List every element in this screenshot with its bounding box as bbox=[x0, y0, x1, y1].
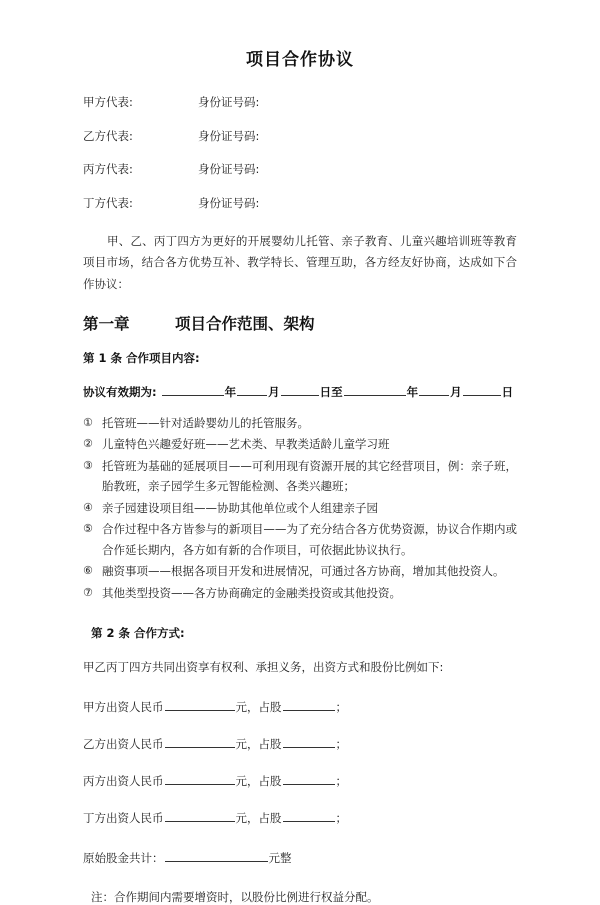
chapter-title: 项目合作范围、架构 bbox=[175, 314, 315, 333]
contribution-amount-blank[interactable] bbox=[165, 736, 235, 748]
party-representative-label: 乙方代表: bbox=[83, 128, 133, 143]
end-month-blank[interactable] bbox=[419, 384, 449, 396]
start-year-blank[interactable] bbox=[162, 384, 224, 396]
contribution-row-party-d bbox=[83, 810, 517, 826]
contribution-amount-blank[interactable] bbox=[165, 773, 235, 785]
party-id-label: 身份证号码: bbox=[198, 95, 260, 109]
total-capital-label: 原始股金共计： bbox=[83, 850, 164, 865]
contribution-row-party-c bbox=[83, 773, 517, 789]
contribution-terminator: ； bbox=[335, 699, 347, 714]
item-text: 亲子园建设项目组——协助其他单位或个人组建亲子园 bbox=[102, 500, 378, 515]
validity-period-label: 协议有效期为: bbox=[83, 384, 157, 399]
item-text: 其他类型投资——各方协商确定的金融类投资或其他投资。 bbox=[102, 585, 401, 600]
party-id-label: 身份证号码: bbox=[198, 162, 260, 176]
party-representative-label: 甲方代表: bbox=[83, 95, 133, 109]
item-marker: ⑦ bbox=[83, 585, 93, 599]
contribution-share-blank[interactable] bbox=[283, 736, 335, 748]
total-capital-row bbox=[83, 850, 517, 866]
item-marker: ③ bbox=[83, 458, 93, 472]
end-day-blank[interactable] bbox=[463, 384, 501, 396]
party-row bbox=[83, 128, 517, 143]
party-row bbox=[83, 195, 517, 210]
contribution-unit: 元，占股 bbox=[235, 736, 282, 751]
list-item bbox=[83, 413, 517, 433]
validity-period-line bbox=[83, 384, 517, 400]
contribution-label: 丙方出资人民币 bbox=[83, 773, 164, 788]
period-range-separator: 日至 bbox=[319, 384, 343, 399]
contribution-amount-blank[interactable] bbox=[165, 810, 235, 822]
party-row bbox=[83, 97, 517, 109]
list-item bbox=[83, 456, 517, 497]
start-day-blank[interactable] bbox=[281, 384, 319, 396]
contribution-unit: 元，占股 bbox=[235, 810, 282, 825]
contribution-row-party-b bbox=[83, 736, 517, 752]
start-year-unit: 年 bbox=[224, 384, 237, 399]
item-text: 融资事项——根据各项目开发和进展情况，可通过各方协商，增加其他投资人。 bbox=[102, 564, 505, 579]
contribution-row-party-a bbox=[83, 699, 517, 715]
contribution-amount-blank[interactable] bbox=[165, 699, 235, 711]
end-year-unit: 年 bbox=[406, 384, 419, 399]
list-item bbox=[83, 519, 517, 560]
contribution-label: 乙方出资人民币 bbox=[83, 736, 164, 751]
end-day-unit: 日 bbox=[501, 384, 514, 399]
chapter-heading bbox=[83, 312, 517, 334]
contribution-terminator: ； bbox=[335, 736, 347, 751]
contribution-label: 甲方出资人民币 bbox=[83, 699, 164, 714]
contribution-share-blank[interactable] bbox=[283, 810, 335, 822]
start-month-unit: 月 bbox=[268, 384, 280, 399]
contribution-label: 丁方出资人民币 bbox=[83, 810, 164, 825]
chapter-number: 第一章 bbox=[83, 314, 130, 333]
article-2-heading: 第 2 条 合作方式: bbox=[91, 626, 185, 641]
contribution-share-blank[interactable] bbox=[283, 699, 335, 711]
cooperation-items-list bbox=[83, 413, 517, 603]
item-marker: ② bbox=[83, 437, 93, 451]
item-text: 合作过程中各方皆参与的新项目——为了充分结合各方优势资源，协议合作期内或合作延长期内，各方如有新的合作项目，可依据此协议执行。 bbox=[102, 522, 517, 557]
party-representative-block bbox=[83, 97, 517, 209]
list-item bbox=[83, 583, 517, 603]
capital-increase-note: 注：合作期间内需要增资时，以股份比例进行权益分配。 bbox=[91, 889, 379, 904]
end-year-blank[interactable] bbox=[344, 384, 406, 396]
total-capital-unit: 元整 bbox=[268, 850, 292, 865]
agreement-preamble: 甲、乙、丙丁四方为更好的开展婴幼儿托管、亲子教育、儿童兴趣培训班等教育项目市场，结合各方优势互补、教学特长、管理互助，各方经友好协商，达成如下合作协议： bbox=[83, 234, 517, 291]
list-item bbox=[83, 561, 517, 581]
item-text: 儿童特色兴趣爱好班——艺术类、早教类适龄儿童学习班 bbox=[102, 437, 390, 452]
item-marker: ① bbox=[83, 415, 93, 429]
item-marker: ④ bbox=[83, 500, 93, 514]
contribution-terminator: ； bbox=[335, 810, 347, 825]
page-title: 项目合作协议 bbox=[246, 50, 354, 70]
total-capital-blank[interactable] bbox=[165, 850, 268, 862]
item-text: 托管班为基础的延展项目——可利用现有资源开展的其它经营项目，例：亲子班，胎教班，亲子园学生多元智能检测、各类兴趣班； bbox=[102, 458, 517, 494]
party-representative-label: 丙方代表: bbox=[83, 162, 133, 176]
item-marker: ⑤ bbox=[83, 522, 93, 536]
party-row bbox=[83, 164, 517, 176]
contribution-unit: 元，占股 bbox=[235, 773, 282, 788]
contribution-terminator: ； bbox=[335, 773, 347, 788]
contribution-share-blank[interactable] bbox=[283, 773, 335, 785]
article-1-heading: 第 1 条 合作项目内容: bbox=[83, 350, 200, 365]
list-item bbox=[83, 498, 517, 518]
list-item bbox=[83, 434, 517, 454]
party-representative-label: 丁方代表: bbox=[83, 195, 133, 210]
article-2-intro: 甲乙丙丁四方共同出资享有权利、承担义务，出资方式和股份比例如下: bbox=[83, 660, 444, 675]
end-month-unit: 月 bbox=[450, 384, 462, 399]
start-month-blank[interactable] bbox=[237, 384, 267, 396]
item-text: 托管班——针对适龄婴幼儿的托管服务。 bbox=[102, 415, 309, 430]
item-marker: ⑥ bbox=[83, 564, 93, 578]
party-id-label: 身份证号码: bbox=[198, 195, 260, 210]
contribution-unit: 元，占股 bbox=[235, 699, 282, 714]
party-id-label: 身份证号码: bbox=[198, 128, 260, 143]
